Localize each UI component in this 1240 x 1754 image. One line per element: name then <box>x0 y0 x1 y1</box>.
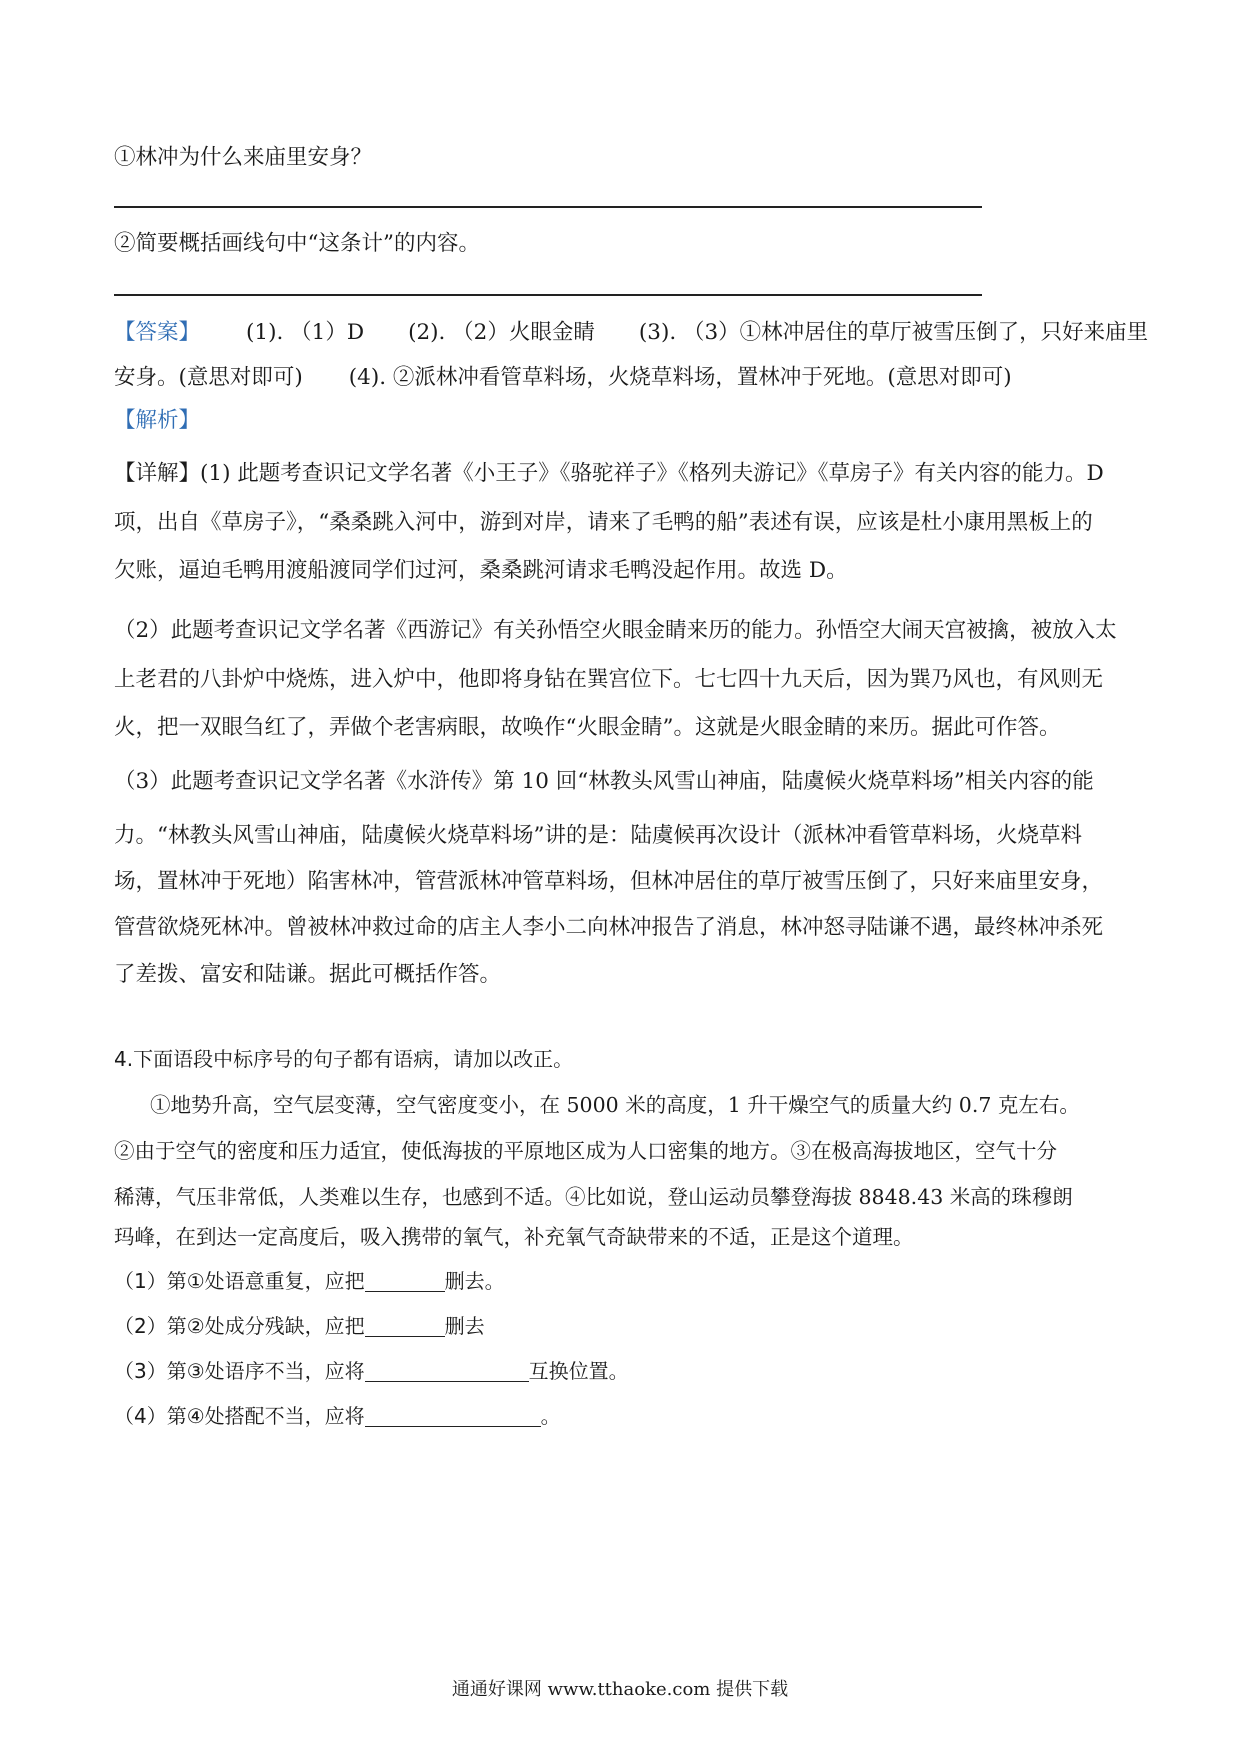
answer-line <box>114 294 982 296</box>
fill-blank[interactable] <box>365 1404 541 1427</box>
analysis-line: 欠账，逼迫毛鸭用渡船渡同学们过河，桑桑跳河请求毛鸭没起作用。故选 D。 <box>114 558 848 583</box>
answer-2: (2). （2）火眼金睛 <box>408 320 595 345</box>
analysis-line: 了差拨、富安和陆谦。据此可概括作答。 <box>114 962 502 987</box>
answer-line <box>114 206 982 208</box>
answer-tag: 【答案】 <box>114 320 201 345</box>
sub-question-text: 删去。 <box>444 1269 505 1293</box>
analysis-line: 火，把一双眼刍红了，弄做个老害病眼，故唤作“火眼金睛”。这就是火眼金睛的来历。据此可作答。 <box>114 715 1061 740</box>
analysis-line: 管营欲烧死林冲。曾被林冲救过命的店主人李小二向林冲报告了消息，林冲怒寻陆谦不遇，最终林冲杀死 <box>114 915 1104 940</box>
analysis-line: 上老君的八卦炉中烧炼，进入炉中，他即将身钻在巽宫位下。七七四十九天后，因为巽乃风也，有风则无 <box>114 667 1104 692</box>
sub-question-text: （1）第①处语意重复，应把 <box>114 1269 365 1293</box>
sub-question-3 <box>114 1356 1134 1386</box>
analysis-line: 场，置林冲于死地）陷害林冲，管营派林冲管草料场，但林冲居住的草厅被雪压倒了，只好来庙里安身， <box>114 869 1104 894</box>
sub-question-text: （2）第②处成分残缺，应把 <box>114 1314 365 1338</box>
analysis-line: 力。“林教头风雪山神庙，陆虞候火烧草料场”讲的是：陆虞候再次设计（派林冲看管草料场，火烧草料 <box>114 823 1082 848</box>
analysis-line: 项，出自《草房子》，“桑桑跳入河中，游到对岸，请来了毛鸭的船”表述有误，应该是杜小康用黑板上的 <box>114 510 1093 535</box>
page-footer: 通通好课网 www.tthaoke.com 提供下载 <box>451 1679 789 1700</box>
question-4-title: 4.下面语段中标序号的句子都有语病，请加以改正。 <box>114 1047 574 1071</box>
question-3-sub-1: ①林冲为什么来庙里安身？ <box>114 145 373 170</box>
sub-question-2 <box>114 1311 1134 1341</box>
fill-blank[interactable] <box>365 1269 445 1292</box>
sub-question-text: 互换位置。 <box>528 1359 629 1383</box>
answer-line-2 <box>114 363 1134 393</box>
sub-question-text: （3）第③处语序不当，应将 <box>114 1359 365 1383</box>
answer-3-continued: 安身。(意思对即可) <box>114 365 303 390</box>
sub-question-4 <box>114 1401 1134 1431</box>
passage-line: 稀薄，气压非常低，人类难以生存，也感到不适。④比如说，登山运动员攀登海拔 8848.43 米高的珠穆朗 <box>114 1185 1073 1209</box>
passage-line: ②由于空气的密度和压力适宜，使低海拔的平原地区成为人口密集的地方。③在极高海拔地区，空气十分 <box>114 1139 1057 1163</box>
passage-line: 玛峰，在到达一定高度后，吸入携带的氧气，补充氧气奇缺带来的不适，正是这个道理。 <box>114 1225 914 1249</box>
sub-question-text: （4）第④处搭配不当，应将 <box>114 1404 365 1428</box>
answer-4: (4). ②派林冲看管草料场，火烧草料场，置林冲于死地。(意思对即可) <box>348 365 1012 390</box>
sub-question-text: 删去 <box>444 1314 485 1338</box>
analysis-line: 【详解】(1) 此题考查识记文学名著《小王子》《骆驼祥子》《格列夫游记》《草房子》有关内容的能力。D <box>114 461 1104 486</box>
fill-blank[interactable] <box>365 1359 529 1382</box>
answer-1: (1). （1）D <box>246 320 365 345</box>
sub-question-1 <box>114 1266 1134 1296</box>
question-3-sub-2: ②简要概括画线句中“这条计”的内容。 <box>114 231 480 256</box>
analysis-line: （2）此题考查识记文学名著《西游记》有关孙悟空火眼金睛来历的能力。孙悟空大闹天宫被擒，被放入太 <box>114 618 1117 643</box>
answer-3: (3). （3）①林冲居住的草厅被雪压倒了，只好来庙里 <box>638 320 1149 345</box>
fill-blank[interactable] <box>365 1314 445 1337</box>
sub-question-text: 。 <box>540 1404 561 1428</box>
analysis-tag: 【解析】 <box>114 408 201 433</box>
analysis-line: （3）此题考查识记文学名著《水浒传》第 10 回“林教头风雪山神庙，陆虞候火烧草料场”相关内容的能 <box>114 769 1094 794</box>
passage-line: ①地势升高，空气层变薄，空气密度变小，在 5000 米的高度，1 升干燥空气的质量大约 0.7 克左右。 <box>150 1093 1080 1117</box>
answer-line-1 <box>114 318 1149 348</box>
